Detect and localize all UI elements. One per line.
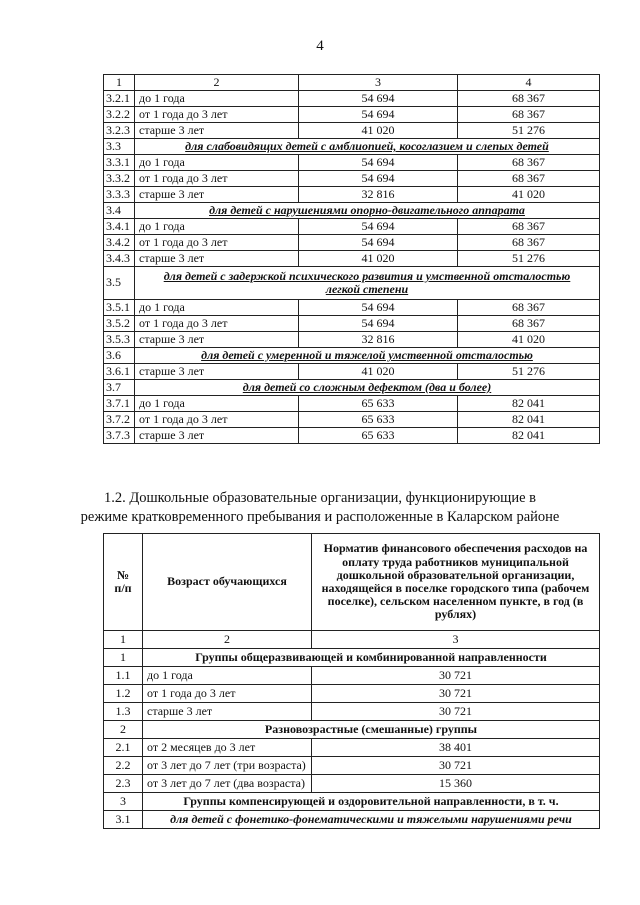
row-number: 3.2.1	[104, 91, 135, 107]
section-title-line: для детей с задержкой психического развития и умственной отсталостью	[163, 268, 571, 283]
row-number: 3.3.2	[104, 171, 135, 187]
column-index-3: 3	[299, 75, 458, 91]
row-value: 30 721	[312, 703, 600, 721]
table-row	[104, 703, 600, 721]
table-row	[104, 685, 600, 703]
row-age: от 1 года до 3 лет	[135, 235, 299, 251]
row-age: старше 3 лет	[135, 123, 299, 139]
section-row	[104, 139, 600, 155]
row-number: 1.2	[104, 685, 143, 703]
row-value-2: 82 041	[458, 412, 600, 428]
row-number: 3.5.2	[104, 316, 135, 332]
row-value-2: 51 276	[458, 364, 600, 380]
row-age: до 1 года	[135, 300, 299, 316]
section-number: 3.3	[104, 139, 135, 155]
row-number: 3.4.2	[104, 235, 135, 251]
group-title: Разновозрастные (смешанные) группы	[143, 721, 600, 739]
group-number: 1	[104, 649, 143, 667]
row-value-1: 65 633	[299, 428, 458, 444]
table-row	[104, 235, 600, 251]
row-value-1: 41 020	[299, 251, 458, 267]
row-value-2: 68 367	[458, 155, 600, 171]
table-row	[104, 396, 600, 412]
table-row	[104, 171, 600, 187]
row-value-2: 41 020	[458, 332, 600, 348]
section-row	[104, 380, 600, 396]
row-age: старше 3 лет	[143, 703, 312, 721]
row-number: 3.4.1	[104, 219, 135, 235]
row-value-1: 54 694	[299, 107, 458, 123]
row-value-1: 54 694	[299, 300, 458, 316]
column-index-2: 2	[143, 631, 312, 649]
column-index-1: 1	[104, 631, 143, 649]
table-row	[104, 757, 600, 775]
column-index-1: 1	[104, 75, 135, 91]
row-value-2: 51 276	[458, 123, 600, 139]
row-value: 38 401	[312, 739, 600, 757]
section-title	[135, 267, 600, 300]
row-age: от 1 года до 3 лет	[135, 107, 299, 123]
section-title-line: для слабовидящих детей с амблиопией, косоглазием и слепых детей	[185, 138, 549, 153]
section-title	[135, 203, 600, 219]
short-stay-norms-table	[103, 533, 600, 829]
row-value-2: 82 041	[458, 428, 600, 444]
section-row	[104, 267, 600, 300]
row-number: 3.7.2	[104, 412, 135, 428]
row-value-2: 68 367	[458, 235, 600, 251]
row-age: старше 3 лет	[135, 364, 299, 380]
row-value-2: 68 367	[458, 91, 600, 107]
group-title: для детей с фонетико-фонематическими и тяжелыми нарушениями речи	[143, 811, 600, 829]
row-value-2: 68 367	[458, 300, 600, 316]
row-value-1: 32 816	[299, 332, 458, 348]
table-header-row	[104, 534, 600, 631]
group-title: Группы общеразвивающей и комбинированной направленности	[143, 649, 600, 667]
row-value-2: 41 020	[458, 187, 600, 203]
row-value-1: 41 020	[299, 364, 458, 380]
row-age: до 1 года	[143, 667, 312, 685]
row-number: 3.5.3	[104, 332, 135, 348]
table-row	[104, 251, 600, 267]
row-value-2: 68 367	[458, 171, 600, 187]
row-value: 30 721	[312, 685, 600, 703]
section-number: 3.6	[104, 348, 135, 364]
table-row	[104, 155, 600, 171]
row-value-1: 41 020	[299, 123, 458, 139]
table-row	[104, 91, 600, 107]
row-age: от 2 месяцев до 3 лет	[143, 739, 312, 757]
row-value-2: 51 276	[458, 251, 600, 267]
row-number: 3.2.2	[104, 107, 135, 123]
row-age: до 1 года	[135, 155, 299, 171]
row-number: 2.1	[104, 739, 143, 757]
row-value-1: 54 694	[299, 219, 458, 235]
section-title	[135, 380, 600, 396]
section-row	[104, 348, 600, 364]
section-title-line: для детей со сложным дефектом (два и более)	[242, 379, 492, 394]
table-row	[104, 739, 600, 757]
section-heading-line1: 1.2. Дошкольные образовательные организации, функционирующие в	[103, 490, 536, 506]
row-value-1: 54 694	[299, 155, 458, 171]
group-title: Группы компенсирующей и оздоровительной направленности, в т. ч.	[143, 793, 600, 811]
group-number: 3.1	[104, 811, 143, 829]
section-number: 3.7	[104, 380, 135, 396]
section-row	[104, 203, 600, 219]
group-number: 3	[104, 793, 143, 811]
header-norm: Норматив финансового обеспечения расходов на оплату труда работников муниципальной дошкольной образовательной организации, находящейся в поселке городского типа (рабочем поселке), сельском населенном пункте, в год (в рублях)	[312, 534, 600, 631]
row-age: старше 3 лет	[135, 428, 299, 444]
row-number: 1.1	[104, 667, 143, 685]
table-index-row	[104, 631, 600, 649]
row-age: от 1 года до 3 лет	[143, 685, 312, 703]
row-value-2: 68 367	[458, 107, 600, 123]
section-heading-line2: режиме кратковременного пребывания и расположенные в Каларском районе	[80, 508, 560, 525]
section-number: 3.4	[104, 203, 135, 219]
row-value-1: 32 816	[299, 187, 458, 203]
column-index-4: 4	[458, 75, 600, 91]
group-row	[104, 793, 600, 811]
table-row	[104, 300, 600, 316]
table-row	[104, 667, 600, 685]
table-row	[104, 123, 600, 139]
section-title	[135, 139, 600, 155]
row-value-1: 54 694	[299, 316, 458, 332]
row-value-1: 65 633	[299, 412, 458, 428]
row-number: 2.2	[104, 757, 143, 775]
row-age: старше 3 лет	[135, 187, 299, 203]
row-value: 15 360	[312, 775, 600, 793]
row-value-1: 54 694	[299, 235, 458, 251]
row-value: 30 721	[312, 757, 600, 775]
row-number: 3.3.1	[104, 155, 135, 171]
column-index-2: 2	[135, 75, 299, 91]
row-age: от 1 года до 3 лет	[135, 316, 299, 332]
row-value-2: 68 367	[458, 219, 600, 235]
row-age: от 3 лет до 7 лет (три возраста)	[143, 757, 312, 775]
row-age: от 1 года до 3 лет	[135, 412, 299, 428]
page-number: 4	[316, 38, 324, 54]
section-heading	[0, 489, 640, 526]
section-title-line: для детей с умеренной и тяжелой умственной отсталостью	[201, 347, 533, 362]
table-row	[104, 775, 600, 793]
row-age: старше 3 лет	[135, 251, 299, 267]
header-number: № п/п	[104, 534, 143, 631]
row-number: 2.3	[104, 775, 143, 793]
table-row	[104, 316, 600, 332]
table-row	[104, 219, 600, 235]
row-value-2: 82 041	[458, 396, 600, 412]
table-row	[104, 107, 600, 123]
row-number: 3.7.1	[104, 396, 135, 412]
row-number: 1.3	[104, 703, 143, 721]
section-title-line: легкой степени	[325, 282, 409, 296]
row-age: от 3 лет до 7 лет (два возраста)	[143, 775, 312, 793]
table-row	[104, 428, 600, 444]
row-number: 3.6.1	[104, 364, 135, 380]
row-value: 30 721	[312, 667, 600, 685]
section-title-line: для детей с нарушениями опорно-двигательного аппарата	[209, 202, 525, 217]
table-row	[104, 364, 600, 380]
table-row	[104, 412, 600, 428]
row-age: до 1 года	[135, 219, 299, 235]
group-number: 2	[104, 721, 143, 739]
row-value-2: 68 367	[458, 316, 600, 332]
row-number: 3.3.3	[104, 187, 135, 203]
row-number: 3.7.3	[104, 428, 135, 444]
header-age: Возраст обучающихся	[143, 534, 312, 631]
row-age: до 1 года	[135, 396, 299, 412]
row-value-1: 54 694	[299, 91, 458, 107]
column-index-3: 3	[312, 631, 600, 649]
table-index-row	[104, 75, 600, 91]
section-title	[135, 348, 600, 364]
norms-table-continued	[103, 74, 600, 444]
row-value-1: 54 694	[299, 171, 458, 187]
row-number: 3.2.3	[104, 123, 135, 139]
group-row	[104, 649, 600, 667]
section-number: 3.5	[104, 267, 135, 300]
row-age: старше 3 лет	[135, 332, 299, 348]
row-value-1: 65 633	[299, 396, 458, 412]
group-row	[104, 721, 600, 739]
row-age: до 1 года	[135, 91, 299, 107]
row-number: 3.5.1	[104, 300, 135, 316]
row-age: от 1 года до 3 лет	[135, 171, 299, 187]
table-row	[104, 332, 600, 348]
subgroup-row	[104, 811, 600, 829]
table-row	[104, 187, 600, 203]
row-number: 3.4.3	[104, 251, 135, 267]
